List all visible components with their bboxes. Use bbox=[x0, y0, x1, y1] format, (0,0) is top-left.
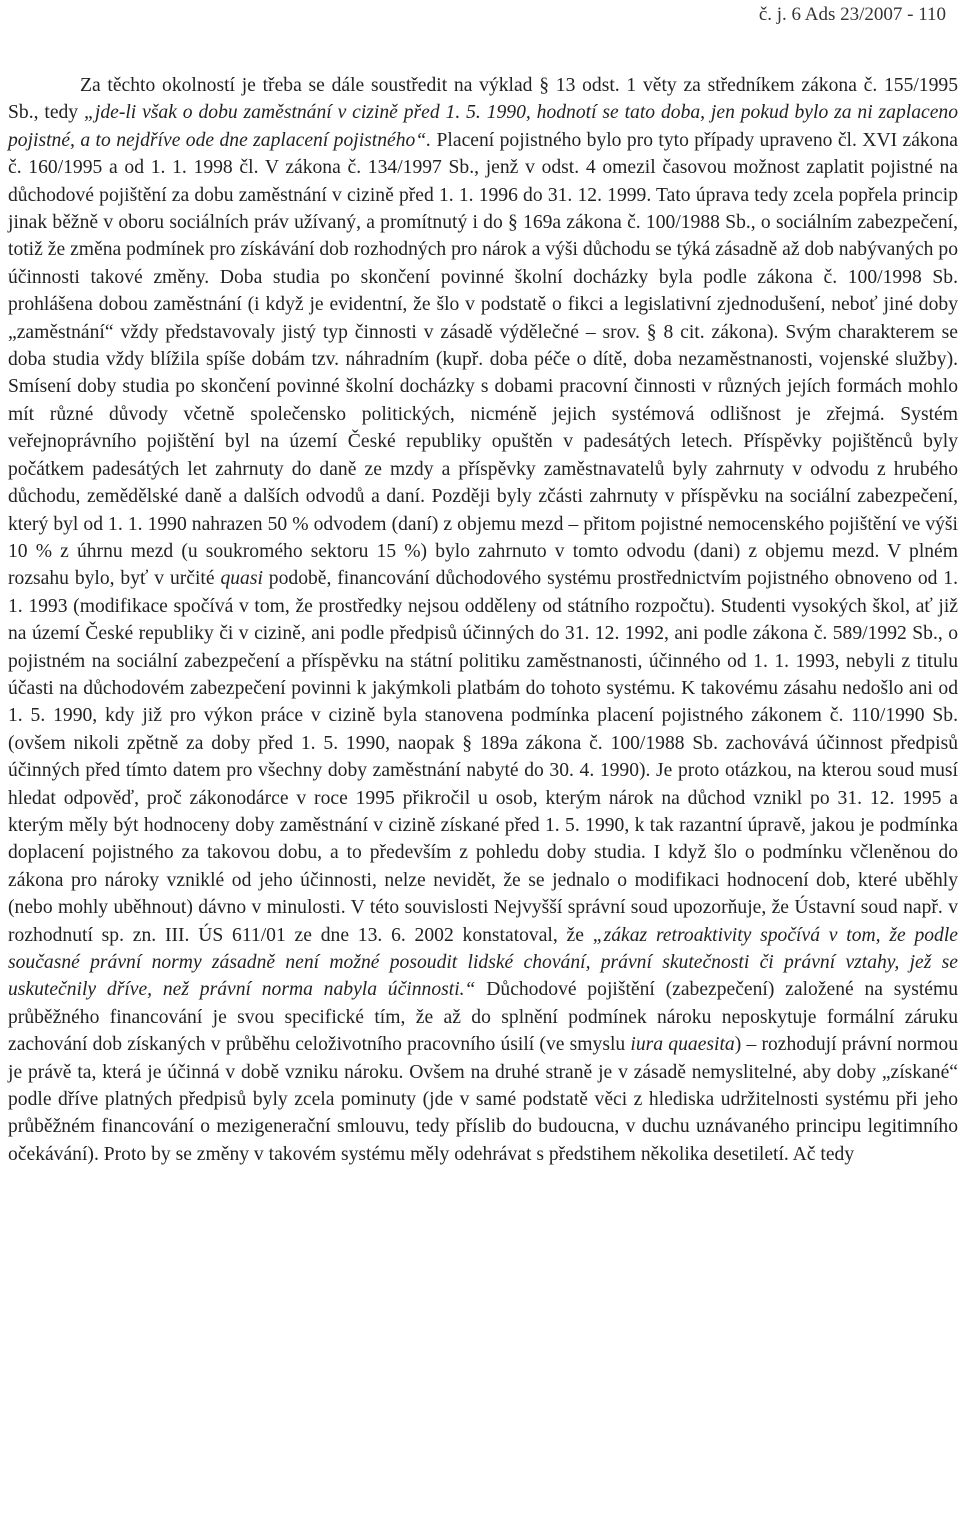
body-paragraph bbox=[8, 72, 958, 1168]
document-body bbox=[8, 72, 958, 1168]
body-text-segment: podobě, financování důchodového systému prostřednictvím pojistného obnoveno od 1. 1. 1993 (modifikace spočívá v tom, že prostředky nejsou odděleny od státního rozpočtu). Studenti vysokých škol, ať již na území České republiky či v cizině, ani podle předpisů účinných do 31. 12. 1992, ani podle zákona č. 589/1992 Sb., o pojistném na sociální zabezpečení a příspěvku na státní politiku zaměstnanosti, účinného od 1. 1. 1993, nebyli z titulu účasti na důchodovém zabezpečení povinni k jakýmkoli platbám do tohoto systému. K takovému zásahu nedošlo ani od 1. 5. 1990, kdy již pro výkon práce v cizině byla stanovena podmínka placení pojistného zákonem č. 110/1990 Sb. (ovšem nikoli zpětně za doby před 1. 5. 1990, naopak § 189a zákona č. 100/1988 Sb. zachovává účinnost předpisů účinných před tímto datem pro všechny doby zaměstnání nabyté do 30. 4. 1990). Je proto otázkou, na kterou soud musí hledat odpověď, proč zákonodárce v roce 1995 přikročil u osob, kterým nárok na důchod vznikl po 31. 12. 1995 a kterým měly být hodnoceny doby zaměstnání v cizině získané před 1. 5. 1990, k tak razantní úpravě, jakou je podmínka doplacení pojistného za takovou dobu, a to především z pohledu doby studia. I když šlo o podmínku včleněnou do zákona pro nároky vzniklé od jeho účinnosti, nelze nevidět, že se jednalo o modifikaci hodnocení dob, které uběhly (nebo mohly uběhnout) dávno v minulosti. V této souvislosti Nejvyšší správní soud upozorňuje, že Ústavní soud např. v rozhodnutí sp. zn. III. ÚS 611/01 ze dne 13. 6. 2002 konstatoval, že bbox=[8, 568, 958, 946]
quoted-law-text: „jde-li však o dobu zaměstnání v cizině před 1. 5. 1990, hodnotí se tato doba, jen pokud bylo za ni zaplaceno pojistné, a to nejdříve ode dne zaplacení pojistného“. bbox=[8, 102, 958, 151]
body-text-segment: ) – rozhodují právní normou je právě ta, která je účinná v době vzniku nároku. Ovšem na druhé straně je v zásadě nemyslitelné, aby doby „získané“ podle dříve platných předpisů byly zcela pominuty (jde v samé podstatě věci z hlediska udržitelnosti systému při jeho průběžném financování o mezigenerační smlouvu, tedy příslib do budoucna, v duchu uznávaného principu legitimního očekávání). Proto by se změny v takovém systému měly odehrávat s předstihem několika desetiletí. Ač tedy bbox=[8, 1034, 958, 1165]
italic-term-iura-quaesita: iura quaesita bbox=[630, 1034, 735, 1056]
body-text-segment: Za těchto okolností je třeba se dále soustředit na výklad § 13 odst. 1 věty za středníkem zákona č. 155/1995 Sb., tedy bbox=[8, 75, 958, 124]
case-number-header: č. j. 6 Ads 23/2007 - 110 bbox=[758, 4, 946, 25]
body-text-segment: Placení pojistného bylo pro tyto případy upraveno čl. XVI zákona č. 160/1995 a od 1. 1. 1998 čl. V zákona č. 134/1997 Sb., jenž v odst. 4 omezil časovou možnost zaplatit pojistné na důchodové pojištění za dobu zaměstnání v cizině před 1. 1. 1996 do 31. 12. 1999. Tato úprava tedy zcela popřela princip jinak běžně v oboru sociálních práv užívaný, a promítnutý i do § 169a zákona č. 100/1988 Sb., o sociálním zabezpečení, totiž že změna podmínek pro získávání dob rozhodných pro nárok a výši důchodu se týká zásadně až dob nabývaných po účinnosti takové změny. Doba studia po skončení povinné školní docházky byla podle zákona č. 100/1998 Sb. prohlášena dobou zaměstnání (i když je evidentní, že šlo v podstatě o fikci a legislativní zjednodušení, neboť jiné doby „zaměstnání“ vždy představovaly jistý typ činnosti v zásadě výdělečné – srov. § 8 cit. zákona). Svým charakterem se doba studia vždy blížila spíše dobám tzv. náhradním (kupř. doba péče o dítě, doba nezaměstnanosti, vojenské služby). Smísení doby studia po skončení povinné školní docházky s dobami pracovní činnosti v různých jejích formách mohlo mít různé důvody včetně společensko politických, nicméně jejich systémová odlišnost je zřejmá. Systém veřejnoprávního pojištění byl na území České republiky opuštěn v padesátých letech. Příspěvky pojištěnců byly počátkem padesátých let zahrnuty do daně ze mzdy a příspěvky zaměstnavatelů byly zahrnuty v odvodu z hrubého důchodu, zemědělské daně a dalších odvodů a daní. Později byly zčásti zahrnuty v příspěvku na sociální zabezpečení, který byl od 1. 1. 1990 nahrazen 50 % odvodem (daní) z objemu mezd – přitom pojistné nemocenského pojištění ve výši 10 % z úhrnu mezd (u soukromého sektoru 15 %) bylo zahrnuto v tomto odvodu (dani) z objemu mezd. V plném rozsahu bylo, byť v určité bbox=[8, 129, 959, 590]
quoted-court-ruling: „zákaz retroaktivity spočívá v tom, že podle současné právní normy zásadně není možné posoudit lidské chování, právní skutečnosti či právní vztahy, jež se uskutečnily dříve, než právní norma nabyla účinnosti.“ bbox=[8, 924, 958, 1001]
body-text-segment: Důchodové pojištění (zabezpečení) založené na systému průběžného financování je svou specifické tím, že až do splnění podmínek nároku neposkytuje formální záruku zachování dob získaných v průběhu celoživotního pracovního úsilí (ve smyslu bbox=[8, 979, 959, 1056]
italic-term-quasi: quasi bbox=[220, 568, 263, 590]
